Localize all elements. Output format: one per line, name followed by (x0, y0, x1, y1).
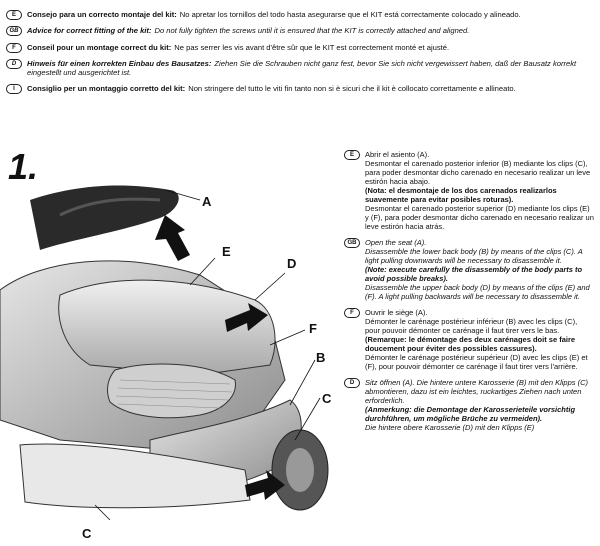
tip-text: Ziehen Sie die Schrauben nicht ganz fest, bevor Sie sich nicht vergewissert haben, daß der Bausatz korrekt eingestellt und ausgerichtet ist. (27, 59, 577, 78)
figure-label-c: C (322, 391, 332, 406)
instructions-spanish (344, 150, 594, 231)
instruction-step: Démonter le carénage postérieur inférieur (B) avec les clips (C), pour pouvoir démonter ce carénage il faut tirer vers le bas. (365, 317, 578, 335)
tip-text: No apretar los tornillos del todo hasta asegurarse que el KIT está correctamente colocado y alineado. (179, 10, 521, 19)
tip-lead: Advice for correct fitting of the kit: (27, 26, 152, 36)
figure-label-e: E (222, 244, 231, 259)
seat-shape (30, 186, 179, 250)
instruction-step: Desmontar el carenado posterior inferior (B) mediante los clips (C), para poder desmontar dicho carenado en necesario realizar un leve estirón hacia abajo. (365, 159, 591, 186)
tip-lead: Hinweis für einen korrekten Einbau des Bausatzes: (27, 59, 212, 69)
motorcycle-tail-illustration (0, 140, 340, 546)
tip-text: Ne pas serrer les vis avant d'être sûr que le KIT est correctement monté et ajusté. (174, 42, 450, 52)
figure-label-a: A (202, 194, 212, 209)
tip-spanish (6, 10, 596, 20)
instructions-french (344, 308, 594, 371)
step-number: 1. (8, 146, 39, 187)
tail-light (108, 364, 236, 418)
instruction-note: (Note: execute carefully the disassembly of the body parts to avoid possible breaks). (365, 265, 583, 283)
instructions-german (344, 378, 594, 432)
instruction-step: Disassemble the upper back body (D) by means of the clips (E) and (F). A light pulling backwards will be necessary to disassemble it. (365, 283, 590, 301)
instruction-step: Disassemble the lower back body (B) by means of the clips (C). A light pulling downwards will be necessary to disassemble it. (365, 247, 583, 265)
instruction-step: Sitz öffnen (A). Die hintere untere Karosserie (B) mit den Klipps (C) abmontieren, dazu ist ein leichtes, ruckartiges Ziehen nach unten erforderlich. (365, 378, 589, 405)
figure-label-b: B (316, 350, 326, 365)
language-badge-es: E (344, 150, 360, 160)
instruction-note: (Nota: el desmontaje de los dos carenados realizarlos suavemente para evitar posibles roturas). (365, 186, 557, 204)
language-badge-d: D (344, 378, 360, 388)
instructions-english (344, 238, 594, 301)
arrow-up-icon (155, 215, 190, 261)
tip-text: Do not fully tighten the screws until it is ensured that the KIT is correctly attached and aligned. (154, 26, 470, 36)
instruction-step: Ouvrir le siège (A). (365, 308, 428, 317)
tip-lead: Consiglio per un montaggio corretto del kit: (27, 83, 186, 93)
instruction-step: Die hintere obere Karosserie (D) mit den Klipps (E) (365, 423, 535, 432)
tip-lead: Consejo para un correcto montaje del kit: (27, 10, 177, 19)
language-badge-gb: GB (6, 26, 22, 36)
tip-german (6, 59, 596, 77)
upper-back-body (59, 280, 275, 375)
language-badge-es: E (6, 10, 22, 20)
language-badge-gb: GB (344, 238, 360, 248)
instruction-note: (Remarque: le démontage des deux carénages doit se faire doucement pour éviter des possibles cassures). (365, 335, 576, 353)
language-badge-f: F (344, 308, 360, 318)
tip-text: Non stringere del tutto le viti fin tanto non si è sicuri che il kit è collocato correttamente e allineato. (188, 83, 516, 93)
language-badge-f: F (6, 43, 22, 53)
instructions (344, 150, 594, 439)
language-badge-i: I (6, 84, 22, 94)
instruction-step: Démonter le carénage postérieur supérieur (D) avec les clips (E) et (F), pour pouvoir démonter ce carénage il faut tirer vers l'arrière. (365, 353, 588, 371)
figure-label-d: D (287, 256, 297, 271)
instruction-note: (Anmerkung: die Demontage der Karosserieteile vorsichtig durchführen, um mögliche Brüche zu vermeiden). (365, 405, 576, 423)
tip-french (6, 43, 596, 53)
instruction-step: Open the seat (A). (365, 238, 427, 247)
figure-label-c2: C (82, 526, 92, 541)
tip-italian (6, 84, 596, 94)
instruction-step: Abrir el asiento (A). (365, 150, 430, 159)
instruction-step: Desmontar el carenado posterior superior (D) mediante los clips (E) y (F), para poder desmontar dicho carenado en necesario realizar un leve estirón hacia atrás. (365, 204, 594, 231)
tip-lead: Conseil pour un montage correct du kit: (27, 42, 172, 52)
assembly-tips (6, 10, 596, 100)
tip-english (6, 26, 596, 36)
figure-label-f: F (309, 321, 317, 336)
language-badge-d: D (6, 59, 22, 69)
